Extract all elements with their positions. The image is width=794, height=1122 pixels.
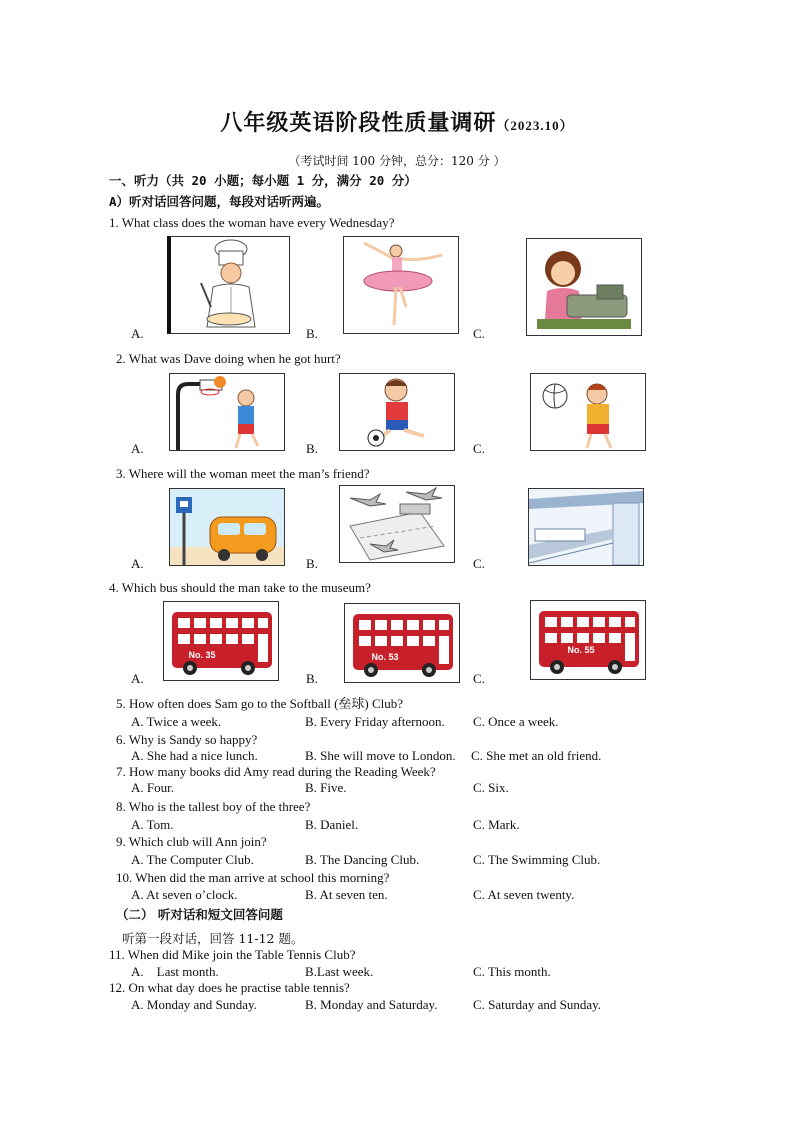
title-text: 八年级英语阶段性质量调研 (220, 110, 497, 136)
q8-option-b: B. Daniel. (305, 817, 359, 832)
q3-label-b: B. (306, 556, 318, 571)
q4-label-c: C. (473, 671, 485, 686)
q11-option-b: B.Last week. (305, 964, 374, 979)
q5-option-b: B. Every Friday afternoon. (305, 714, 445, 729)
question-3-stem: 3. Where will the woman meet the man’s friend? (116, 466, 370, 481)
question-11-stem: 11. When did Mike join the Table Tennis Club? (109, 947, 356, 962)
q11-option-a: A. Last month. (131, 964, 219, 979)
bus-no53-number: No. 53 (371, 652, 399, 662)
q6-option-c: C. She met an old friend. (471, 748, 602, 763)
q6-option-b: B. She will move to London. (305, 748, 456, 763)
q10-option-a: A. At seven o’clock. (131, 887, 238, 902)
question-9-stem: 9. Which club will Ann join? (116, 834, 267, 849)
football-image (339, 373, 455, 451)
volleyball-image (530, 373, 646, 451)
section-2-heading: （二） 听对话和短文回答问题 (116, 907, 283, 922)
q12-option-c: C. Saturday and Sunday. (473, 997, 602, 1012)
section-1-heading: 一、听力（共 20 小题；每小题 1 分，满分 20 分） (109, 173, 417, 188)
cooking-chef-image (167, 236, 290, 334)
q12-option-a: A. Monday and Sunday. (131, 997, 257, 1012)
bus-stop-image (169, 488, 285, 566)
q4-label-b: B. (306, 671, 318, 686)
question-1-stem: 1. What class does the woman have every Wednesday? (109, 215, 395, 230)
basketball-image (169, 373, 285, 451)
q12-option-b: B. Monday and Saturday. (305, 997, 438, 1012)
q8-option-a: A. Tom. (131, 817, 174, 832)
q2-label-c: C. (473, 441, 485, 456)
question-12-stem: 12. On what day does he practise table tennis? (109, 980, 350, 995)
bus-no55-image (530, 600, 646, 680)
question-4-stem: 4. Which bus should the man take to the museum? (109, 580, 371, 595)
q1-label-a: A. (131, 326, 144, 341)
q7-option-c: C. Six. (473, 780, 509, 795)
section-2-note: 听第一段对话，回答 11-12 题。 (122, 931, 304, 946)
q8-option-c: C. Mark. (473, 817, 520, 832)
q7-option-b: B. Five. (305, 780, 347, 795)
question-6-stem: 6. Why is Sandy so happy? (116, 732, 258, 747)
section-1a-heading: A）听对话回答问题，每段对话听两遍。 (109, 194, 330, 209)
bus-no53-image (344, 603, 460, 683)
page-title (0, 106, 794, 137)
question-10-stem: 10. When did the man arrive at school this morning? (116, 870, 390, 885)
q9-option-b: B. The Dancing Club. (305, 852, 420, 867)
q3-label-a: A. (131, 556, 144, 571)
question-8-stem: 8. Who is the tallest boy of the three? (116, 799, 311, 814)
sewing-woman-image (526, 238, 642, 336)
q11-option-c: C. This month. (473, 964, 551, 979)
q10-option-b: B. At seven ten. (305, 887, 388, 902)
airport-image (339, 485, 455, 563)
q9-option-c: C. The Swimming Club. (473, 852, 601, 867)
q5-option-a: A. Twice a week. (131, 714, 222, 729)
bus-no35-number: No. 35 (188, 650, 216, 660)
q5-option-c: C. Once a week. (473, 714, 559, 729)
bus-no55-number: No. 55 (567, 645, 595, 655)
q7-option-a: A. Four. (131, 780, 174, 795)
q9-option-a: A. The Computer Club. (131, 852, 254, 867)
q10-option-c: C. At seven twenty. (473, 887, 575, 902)
train-station-image (528, 488, 644, 566)
question-5-stem: 5. How often does Sam go to the Softball (垒球) Club? (116, 696, 404, 711)
q1-label-b: B. (306, 326, 318, 341)
exam-info: （考试时间 100 分钟，总分：120 分 ） (288, 154, 506, 168)
question-7-stem: 7. How many books did Amy read during the Reading Week? (116, 764, 436, 779)
q2-label-b: B. (306, 441, 318, 456)
q2-label-a: A. (131, 441, 144, 456)
question-2-stem: 2. What was Dave doing when he got hurt? (116, 351, 341, 366)
bus-no35-image (163, 601, 279, 681)
q6-option-a: A. She had a nice lunch. (131, 748, 258, 763)
q3-label-c: C. (473, 556, 485, 571)
title-year: （2023.10） (496, 118, 574, 133)
q1-label-c: C. (473, 326, 485, 341)
ballet-dancer-image (343, 236, 459, 334)
q4-label-a: A. (131, 671, 144, 686)
